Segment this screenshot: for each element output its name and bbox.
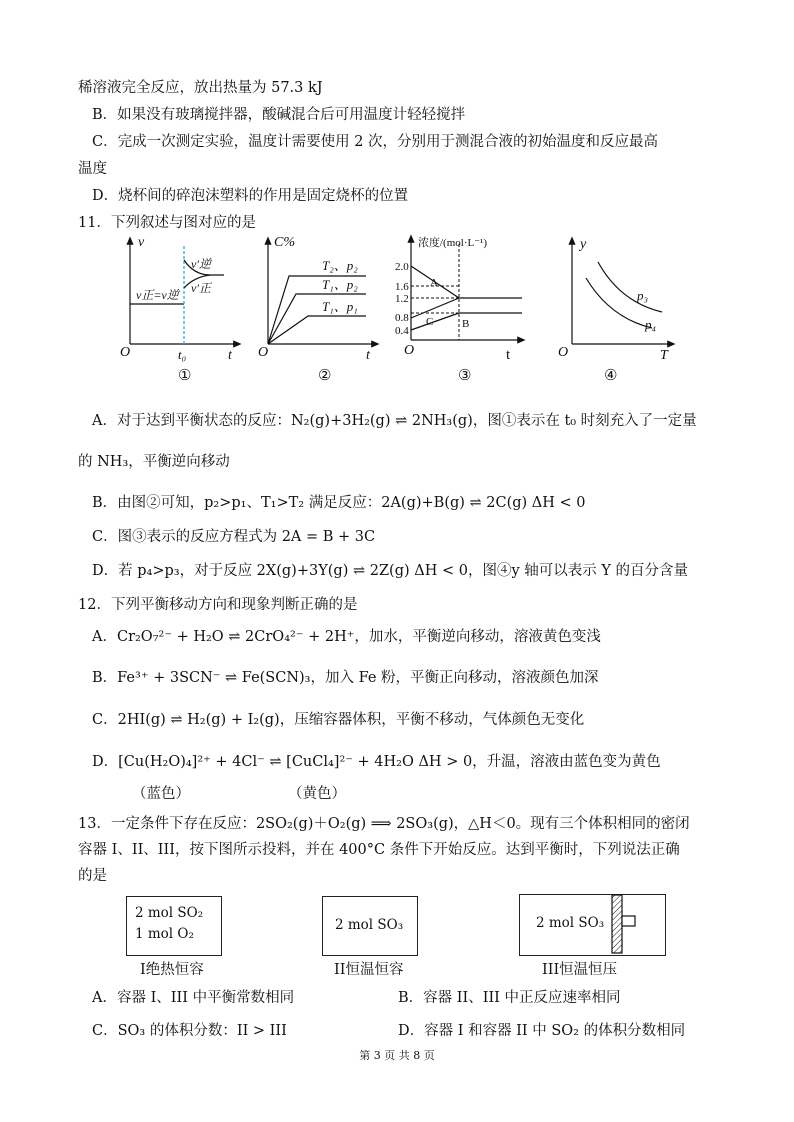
- v-rev-label: v′逆: [191, 257, 211, 271]
- q12-yellow-note: （黄色）: [288, 786, 346, 802]
- q12-option-d: D．[Cu(H₂O)₄]²⁺ + 4Cl⁻ ⇌ [CuCl₄]²⁻ + 4H₂O ΔH > 0，升温，溶液由蓝色变为黄色: [92, 754, 661, 770]
- series-label: p₃: [637, 288, 649, 303]
- tick-label: 0.4: [395, 325, 409, 337]
- question-13-stem: 13．一定条件下存在反应：2SO₂(g)＋O₂(g) ⟹ 2SO₃(g)，△H＜0。现有三个体积相同的密闭: [78, 816, 690, 832]
- origin-label: O: [258, 345, 269, 360]
- container-1-o2: 1 mol O₂: [135, 926, 194, 942]
- q12-option-a: A．Cr₂O₇²⁻ + H₂O ⇌ 2CrO₄²⁻ + 2H⁺，加水，平衡逆向移动，溶液黄色变浅: [92, 629, 601, 645]
- series-label: C: [426, 316, 434, 328]
- graph-number: ②: [318, 368, 332, 382]
- series-label: T₁、p₁: [322, 299, 358, 314]
- axis-y-label: v: [138, 235, 145, 250]
- text-line: 稀溶液完全反应，放出热量为 57.3 kJ: [78, 80, 323, 96]
- page-footer: 第 3 页 共 8 页: [359, 1049, 435, 1062]
- axis-y-label: 浓度/(mol·L⁻¹): [418, 237, 487, 249]
- q11-option-a: A．对于达到平衡状态的反应：N₂(g)+3H₂(g) ⇌ 2NH₃(g)，图①表示在 t₀ 时刻充入了一定量: [92, 413, 697, 429]
- graph-4: [558, 237, 672, 382]
- series-label: A: [430, 277, 438, 289]
- tick-label: 1.2: [395, 293, 409, 305]
- q12-option-c: C．2HI(g) ⇌ H₂(g) + I₂(g)，压缩容器体积，平衡不移动，气体颜色无变化: [92, 712, 585, 728]
- graph-number: ①: [178, 368, 192, 382]
- question-11-stem: 11．下列叙述与图对应的是: [78, 215, 256, 231]
- tick-label: 0.8: [395, 312, 409, 324]
- origin-label: O: [120, 345, 131, 360]
- origin-label: O: [404, 343, 415, 358]
- graph-3: [395, 235, 522, 382]
- q11-option-b: B．由图②可知，p₂>p₁、T₁>T₂ 满足反应：2A(g)+B(g) ⇌ 2C(g) ΔH < 0: [92, 495, 586, 511]
- piston: [610, 894, 640, 954]
- q11-graphs: [0, 232, 794, 382]
- tick-label: 1.6: [395, 281, 409, 293]
- question-12-stem: 12．下列平衡移动方向和现象判断正确的是: [78, 597, 358, 613]
- graph-1: [120, 235, 238, 382]
- axis-x-label: t: [228, 348, 232, 363]
- series-label: p₄: [645, 317, 657, 332]
- question-13-stem-cont: 的是: [78, 868, 107, 884]
- v-fwd-label: v′正: [191, 281, 211, 295]
- origin-label: O: [558, 345, 569, 360]
- option-d: D．烧杯间的碎泡沫塑料的作用是固定烧杯的位置: [92, 188, 409, 204]
- axis-y-label: y: [580, 237, 587, 252]
- q11-option-d: D．若 p₄>p₃，对于反应 2X(g)+3Y(g) ⇌ 2Z(g) ΔH < 0，图④y 轴可以表示 Y 的百分含量: [92, 563, 689, 579]
- container-1-caption: I绝热恒容: [140, 962, 204, 978]
- tick-label: 2.0: [395, 261, 409, 273]
- q12-blue-note: （蓝色）: [132, 786, 190, 802]
- q11-option-c: C．图③表示的反应方程式为 2A = B + 3C: [92, 529, 376, 545]
- text-line: 温度: [78, 161, 107, 177]
- t0-label: t₀: [178, 347, 187, 362]
- q13-option-c: C．SO₃ 的体积分数：II > III: [92, 1023, 287, 1039]
- container-3-so3: 2 mol SO₃: [536, 915, 605, 931]
- q13-option-b: B．容器 II、III 中正反应速率相同: [398, 990, 621, 1006]
- graph-number: ③: [458, 368, 472, 382]
- container-3-caption: III恒温恒压: [542, 962, 618, 978]
- container-1-so2: 2 mol SO₂: [135, 905, 204, 921]
- q12-option-b: B．Fe³⁺ + 3SCN⁻ ⇌ Fe(SCN)₃，加入 Fe 粉，平衡正向移动，溶液颜色加深: [92, 670, 599, 686]
- container-2-so3: 2 mol SO₃: [335, 917, 404, 933]
- container-2-caption: II恒温恒容: [334, 962, 404, 978]
- series-label: T₁、p₂: [322, 277, 358, 292]
- q11-option-a-cont: 的 NH₃，平衡逆向移动: [78, 454, 230, 470]
- container-3: [519, 894, 666, 956]
- container-2: [322, 896, 418, 956]
- option-b: B．如果没有玻璃搅拌器，酸碱混合后可用温度计轻轻搅拌: [92, 107, 466, 123]
- series-label: B: [462, 318, 470, 330]
- question-13-stem-cont: 容器 I、II、III，按下图所示投料，并在 400°C 条件下开始反应。达到平衡时，下列说法正确: [78, 842, 680, 858]
- q13-option-d: D．容器 I 和容器 II 中 SO₂ 的体积分数相同: [398, 1023, 686, 1039]
- series-label: T₂、p₂: [322, 258, 358, 273]
- option-c: C．完成一次测定实验，温度计需要使用 2 次，分别用于测混合液的初始温度和反应最高: [92, 134, 659, 150]
- axis-x-label: t: [506, 347, 511, 363]
- q13-option-a: A．容器 I、III 中平衡常数相同: [92, 990, 295, 1006]
- graph-number: ④: [604, 368, 618, 382]
- axis-x-label: T: [660, 348, 668, 363]
- axis-y-label: C%: [274, 235, 295, 250]
- graph-2: [258, 235, 376, 382]
- eq-label: v正=v逆: [136, 288, 179, 302]
- axis-x-label: t: [366, 348, 370, 363]
- container-1: [126, 896, 222, 956]
